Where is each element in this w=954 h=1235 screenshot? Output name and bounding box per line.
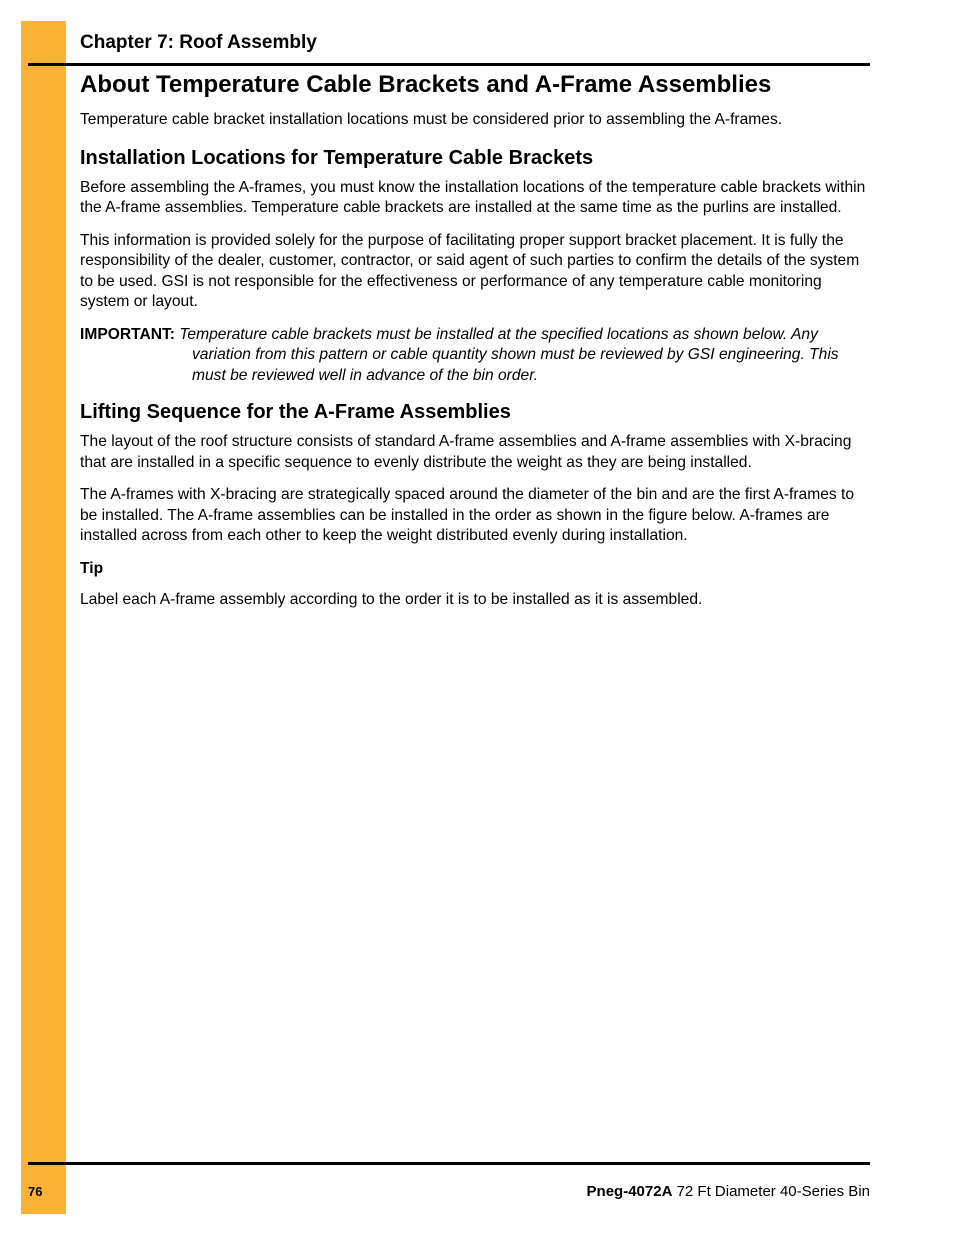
lifting-paragraph-1: The layout of the roof structure consists of standard A-frame assemblies and A-frame assemblies with X-bracing that are installed in a specific sequence to evenly distribute the weight as they are being installed. [80, 433, 852, 471]
header-rule [28, 63, 870, 66]
document-code: Pneg-4072A [586, 1183, 673, 1200]
chapter-header: Chapter 7: Roof Assembly [80, 32, 317, 53]
document-title: 72 Ft Diameter 40-Series Bin [676, 1183, 870, 1200]
section-title: About Temperature Cable Brackets and A-Frame Assemblies [80, 71, 772, 98]
important-note [80, 325, 870, 387]
chapter-color-bar [21, 21, 66, 1214]
installation-paragraph-1: Before assembling the A-frames, you must know the installation locations of the temperature cable brackets within the A-frame assemblies. Temperature cable brackets are installed at the same time as the purlins are installed. [80, 178, 866, 216]
lifting-paragraph-2: The A-frames with X-bracing are strategically spaced around the diameter of the bin and are the first A-frames to be installed. The A-frame assemblies can be installed in the order as shown in the figure below. A-frames are installed across from each other to keep the weight distributed evenly during installation. [80, 486, 855, 544]
installation-heading: Installation Locations for Temperature Cable Brackets [80, 146, 594, 169]
footer-rule [28, 1162, 870, 1165]
page-content [80, 70, 870, 611]
tip-text: Label each A-frame assembly according to the order it is to be installed as it is assembled. [80, 591, 703, 608]
section-intro: Temperature cable bracket installation locations must be considered prior to assembling the A-frames. [80, 111, 783, 128]
installation-paragraph-2: This information is provided solely for the purpose of facilitating proper support bracket placement. It is fully the responsibility of the dealer, customer, contractor, or said agent of such parties to confirm the details of the system to be used. GSI is not responsible for the effectiveness or performance of any temperature cable monitoring system or layout. [80, 231, 860, 310]
document-reference [587, 1183, 870, 1201]
important-text: Temperature cable brackets must be installed at the specified locations as shown below. Any variation from this pattern or cable quantity shown must be reviewed by GSI engineering. This must be reviewed well in advance of the bin order. [179, 325, 839, 384]
tip-label: Tip [80, 559, 104, 577]
important-label: IMPORTANT: [80, 325, 175, 343]
page-number: 76 [28, 1184, 43, 1199]
lifting-heading: Lifting Sequence for the A-Frame Assemblies [80, 401, 511, 423]
